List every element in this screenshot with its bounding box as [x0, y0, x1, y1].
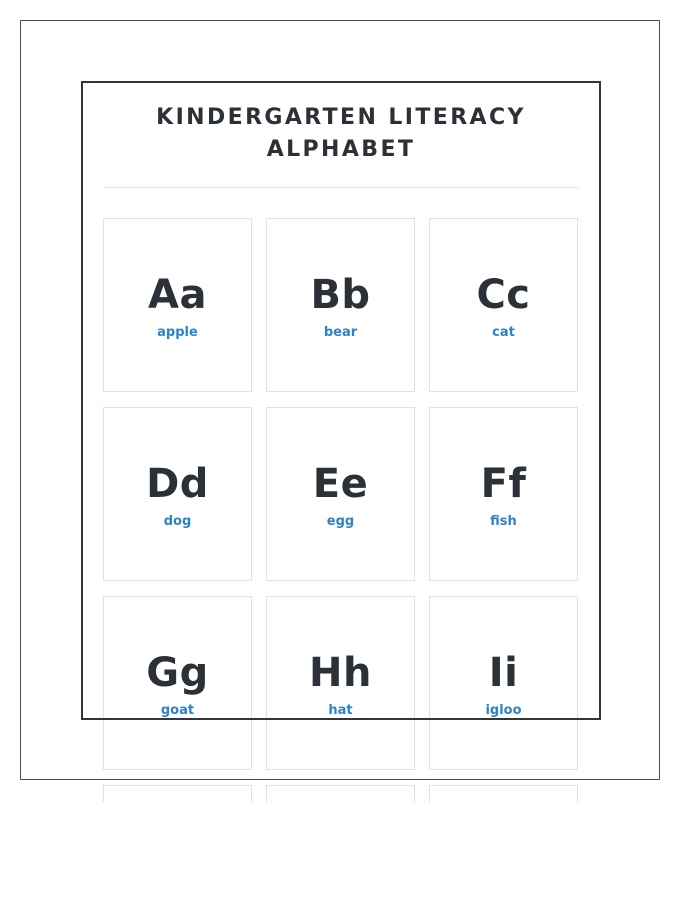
page-title — [103, 102, 579, 166]
alphabet-card-grid — [103, 218, 579, 802]
page-title-line-2: ALPHABET — [266, 137, 416, 162]
page-title-line-1: KINDERGARTEN LITERACY — [156, 105, 526, 130]
alphabet-card-f — [429, 407, 578, 581]
alphabet-card-i — [429, 596, 578, 770]
alphabet-card-c — [429, 218, 578, 392]
card-letter: Cc — [476, 272, 531, 318]
card-letter: Ii — [488, 650, 519, 696]
card-letter: Ff — [480, 461, 527, 507]
alphabet-card-d — [103, 407, 252, 581]
card-word: hat — [328, 703, 353, 718]
alphabet-card-partial — [266, 785, 415, 802]
card-letter: Dd — [146, 461, 209, 507]
card-word: egg — [326, 514, 355, 529]
card-letter: Bb — [310, 272, 371, 318]
alphabet-card-b — [266, 218, 415, 392]
document-header — [103, 102, 579, 188]
card-word: dog — [163, 514, 192, 529]
alphabet-card-g — [103, 596, 252, 770]
card-word: goat — [160, 703, 195, 718]
card-word: cat — [492, 325, 515, 340]
alphabet-card-e — [266, 407, 415, 581]
card-word: fish — [490, 514, 517, 529]
alphabet-card-h — [266, 596, 415, 770]
card-word: apple — [157, 325, 198, 340]
card-letter: Aa — [148, 272, 207, 318]
card-letter: Ee — [312, 461, 369, 507]
alphabet-card-partial — [103, 785, 252, 802]
card-letter: Hh — [309, 650, 372, 696]
card-letter: Gg — [146, 650, 209, 696]
card-word: bear — [323, 325, 358, 340]
alphabet-card-partial — [429, 785, 578, 802]
card-word: igloo — [485, 703, 522, 718]
alphabet-card-a — [103, 218, 252, 392]
